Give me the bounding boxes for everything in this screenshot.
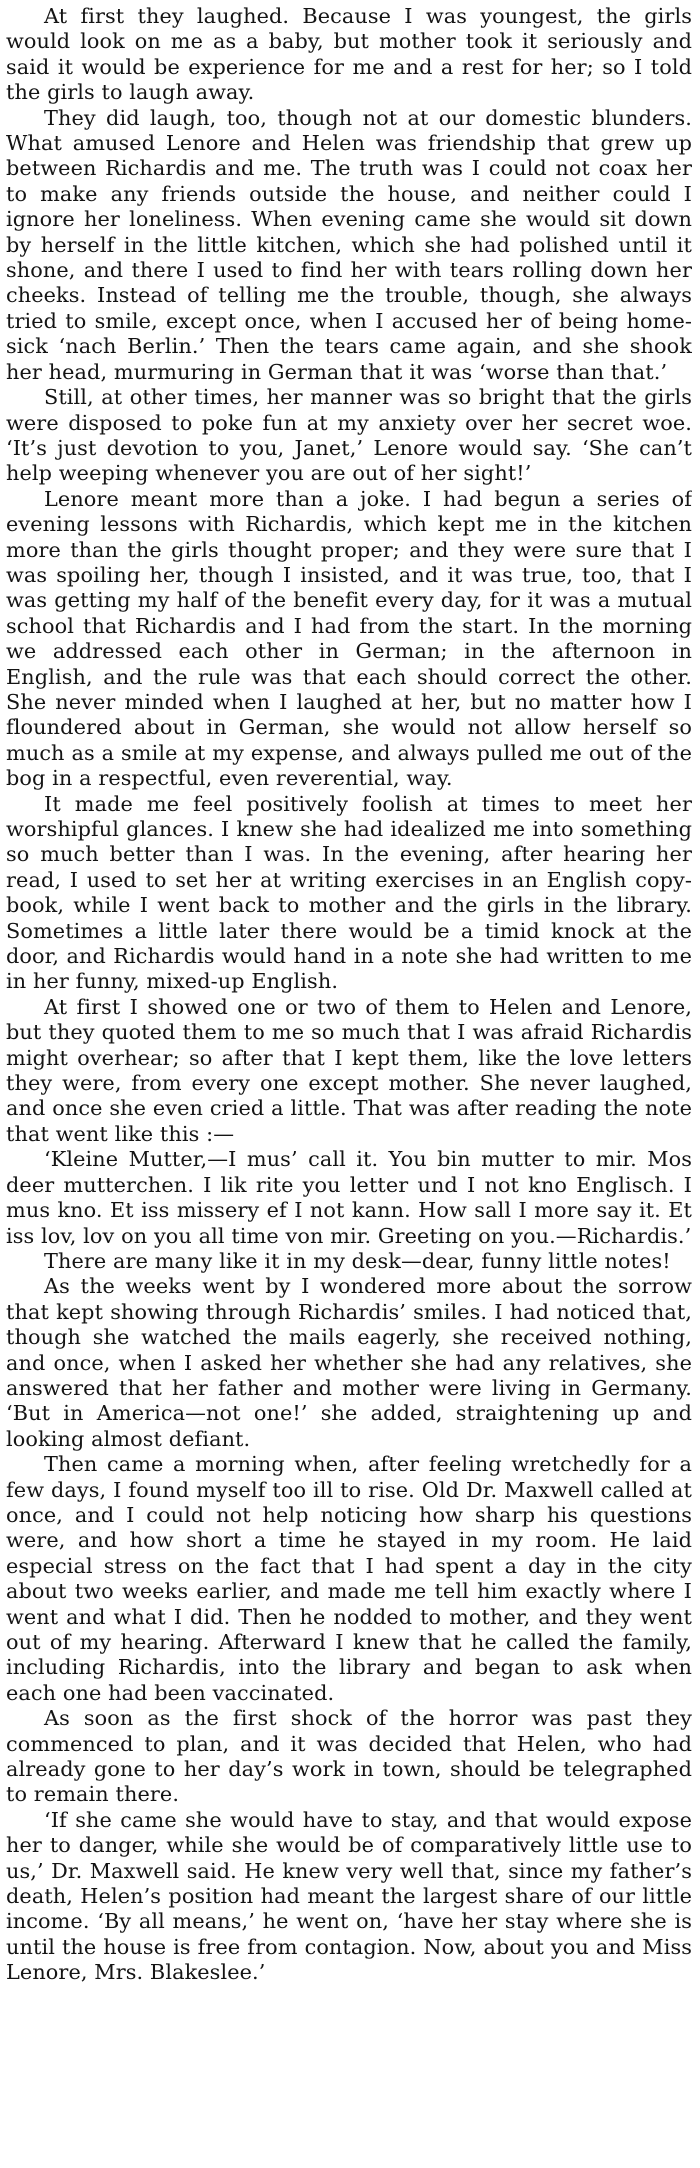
paragraph-8: There are many like it in my desk—dear, funny little notes! xyxy=(44,1248,671,1273)
paragraph-9: As the weeks went by I wondered more about the sorrow that kept showing through Richardis’ smiles. I had noticed that, though she watched the mails eagerly, she received nothing, and once, when I asked her whether she had any relatives, she answered that her father and mother were living in Germany. ‘But in America—not one!’ she added, straightening up and looking almost defiant. xyxy=(6,1274,692,1451)
paragraph-11: As soon as the first shock of the horror was past they commenced to plan, and it was decided that Helen, who had already gone to her day’s work in town, should be telegraphed to remain there. xyxy=(6,1706,692,1807)
paragraph-7-letter: ‘Kleine Mutter,—I mus’ call it. You bin mutter to mir. Mos deer mutterchen. I lik rite you letter und I not kno Englisch. I mus kno. Et iss missery ef I not kann. How sall I more say it. Et iss lov, lov on you all time von mir. Greeting on you.—Richardis.’ xyxy=(6,1147,692,1248)
paragraph-5: It made me feel positively foolish at times to meet her worshipful glances. I knew she had idealized me into something so much better than I was. In the evening, after hearing her read, I used to set her at writing exercises in an English copy-book, while I went back to mother and the girls in the library. Sometimes a little later there would be a timid knock at the door, and Richardis would hand in a note she had written to me in her funny, mixed-up English. xyxy=(6,791,692,994)
article-column xyxy=(6,4,692,2164)
paragraph-10: Then came a morning when, after feeling wretchedly for a few days, I found myself too ill to rise. Old Dr. Maxwell called at once, and I could not help noticing how sharp his questions were, and how short a time he stayed in my room. He laid especial stress on the fact that I had spent a day in the city about two weeks earlier, and made me tell him exactly where I went and what I did. Then he nodded to mother, and they went out of my hearing. Afterward I knew that he called the family, including Richardis, into the library and began to ask when each one had been vaccinated. xyxy=(6,1452,692,1705)
paragraph-2: They did laugh, too, though not at our domestic blunders. What amused Lenore and Helen was friendship that grew up between Richardis and me. The truth was I could not coax her to make any friends outside the house, and neither could I ignore her loneliness. When evening came she would sit down by herself in the little kitchen, which she had polished until it shone, and there I used to find her with tears rolling down her cheeks. Instead of telling me the trouble, though, she always tried to smile, except once, when I accused her of being home-sick ‘nach Berlin.’ Then the tears came again, and she shook her head, murmuring in German that it was ‘worse than that.’ xyxy=(6,105,692,384)
paragraph-3: Still, at other times, her manner was so bright that the girls were disposed to poke fun at my anxiety over her secret woe. ‘It’s just devotion to you, Janet,’ Lenore would say. ‘She can’t help weeping whenever you are out of her sight!’ xyxy=(6,385,692,486)
paragraph-1: At first they laughed. Because I was youngest, the girls would look on me as a baby, but mother took it seriously and said it would be experience for me and a rest for her; so I told the girls to laugh away. xyxy=(6,4,692,105)
paragraph-6: At first I showed one or two of them to Helen and Lenore, but they quoted them to me so much that I was afraid Richardis might overhear; so after that I kept them, like the love letters they were, from every one except mother. She never laughed, and once she even cried a little. That was after reading the note that went like this :— xyxy=(6,994,692,1146)
paragraph-12: ‘If she came she would have to stay, and that would expose her to danger, while she would be of comparatively little use to us,’ Dr. Maxwell said. He knew very well that, since my father’s death, Helen’s position had meant the largest share of our little income. ‘By all means,’ he went on, ‘have her stay where she is until the house is free from contagion. Now, about you and Miss Lenore, Mrs. Blakeslee.’ xyxy=(6,1807,692,1985)
paragraph-4: Lenore meant more than a joke. I had begun a series of evening lessons with Richardis, which kept me in the kitchen more than the girls thought proper; and they were sure that I was spoiling her, though I insisted, and it was true, too, that I was getting my half of the benefit every day, for it was a mutual school that Richardis and I had from the start. In the morning we addressed each other in German; in the afternoon in English, and the rule was that each should correct the other. She never minded when I laughed at her, but no matter how I floundered about in German, she would not allow herself so much as a smile at my expense, and always pulled me out of the bog in a respectful, even reverential, way. xyxy=(6,486,692,791)
